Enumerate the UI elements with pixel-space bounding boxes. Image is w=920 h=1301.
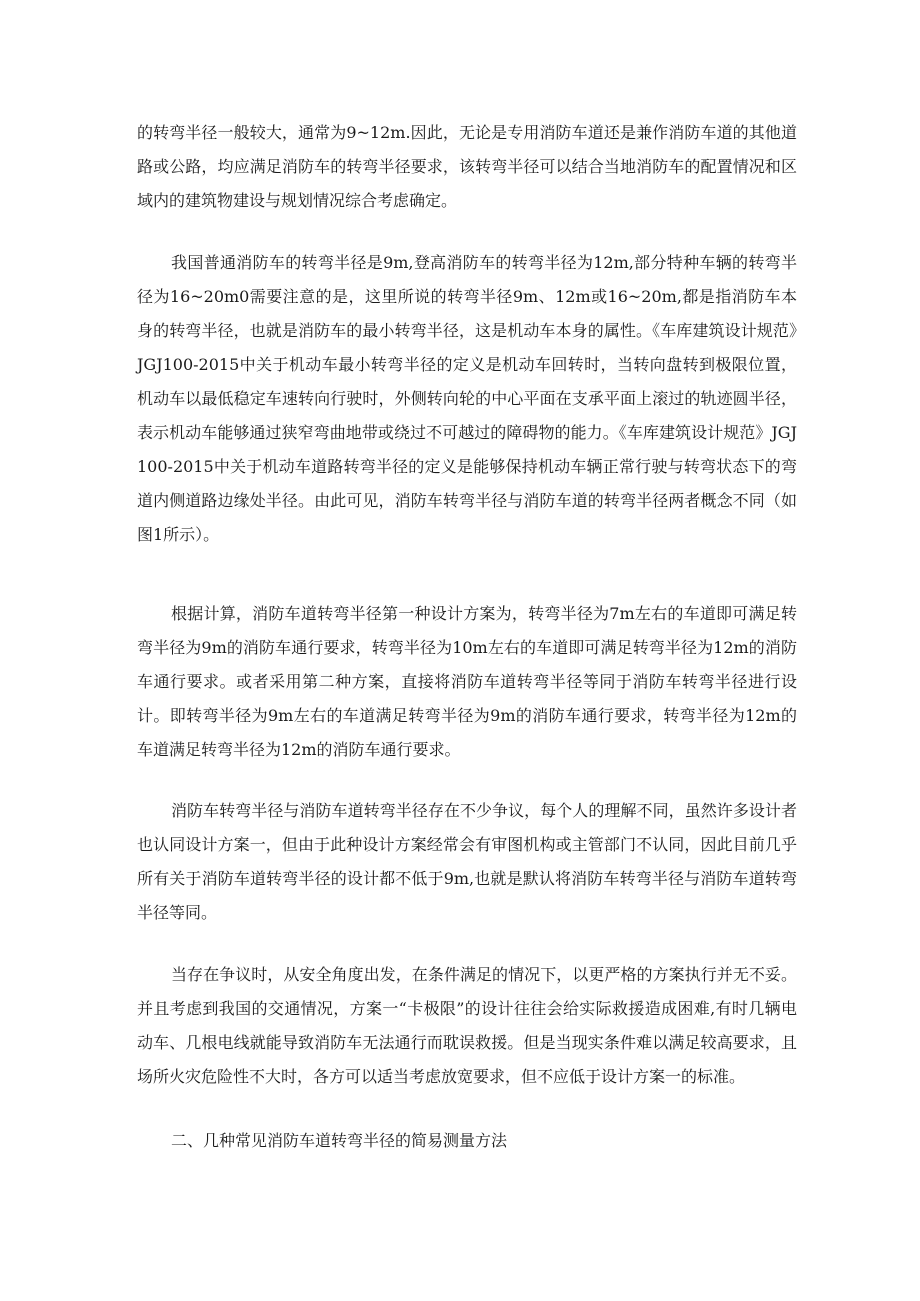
section-heading: 二、几种常见消防车道转弯半径的简易测量方法	[171, 1131, 508, 1150]
paragraph-5: 当存在争议时，从安全角度出发，在条件满足的情况下，以更严格的方案执行并无不妥。并且考虑到我国的交通情况，方案一“卡极限”的设计往往会给实际救援造成困难,有时几辆电动车、几根电线就能导致消防车无法通行而耽误救援。但是当现实条件难以满足较高要求，且场所火灾危险性不大时，各方可以适当考虑放宽要求，但不应低于设计方案一的标准。	[137, 965, 797, 1086]
paragraph-4: 消防车转弯半径与消防车道转弯半径存在不少争议，每个人的理解不同，虽然许多设计者也认同设计方案一，但由于此种设计方案经常会有审图机构或主管部门不认同，因此目前几乎所有关于消防车道转弯半径的设计都不低于9m,也就是默认将消防车转弯半径与消防车道转弯半径等同。	[137, 801, 797, 922]
paragraph-1: 的转弯半径一般较大，通常为9~12m.因此，无论是专用消防车道还是兼作消防车道的其他道路或公路，均应满足消防车的转弯半径要求，该转弯半径可以结合当地消防车的配置情况和区域内的建筑物建设与规划情况综合考虑确定。	[137, 123, 797, 210]
paragraph-3: 根据计算，消防车道转弯半径第一种设计方案为，转弯半径为7m左右的车道即可满足转弯半径为9m的消防车通行要求，转弯半径为10m左右的车道即可满足转弯半径为12m的消防车通行要求。或者采用第二种方案，直接将消防车道转弯半径等同于消防车转弯半径进行设计。即转弯半径为9m左右的车道满足转弯半径为9m的消防车通行要求，转弯半径为12m的车道满足转弯半径为12m的消防车通行要求。	[137, 604, 797, 759]
paragraph-2: 我国普通消防车的转弯半径是9m,登高消防车的转弯半径为12m,部分特种车辆的转弯半径为16~20m0需要注意的是，这里所说的转弯半径9m、12m或16~20m,都是指消防车本身的转弯半径，也就是消防车的最小转弯半径，这是机动车本身的属性。《车库建筑设计规范》JGJ100-2015中关于机动车最小转弯半径的定义是机动车回转时，当转向盘转到极限位置，机动车以最低稳定车速转向行驶时，外侧转向轮的中心平面在支承平面上滚过的轨迹圆半径，表示机动车能够通过狭窄弯曲地带或绕过不可越过的障碍物的能力。《车库建筑设计规范》JGJ100-2015中关于机动车道路转弯半径的定义是能够保持机动车辆正常行驶与转弯状态下的弯道内侧道路边缘处半径。由此可见，消防车转弯半径与消防车道的转弯半径两者概念不同（如图1所示）。	[137, 253, 797, 544]
